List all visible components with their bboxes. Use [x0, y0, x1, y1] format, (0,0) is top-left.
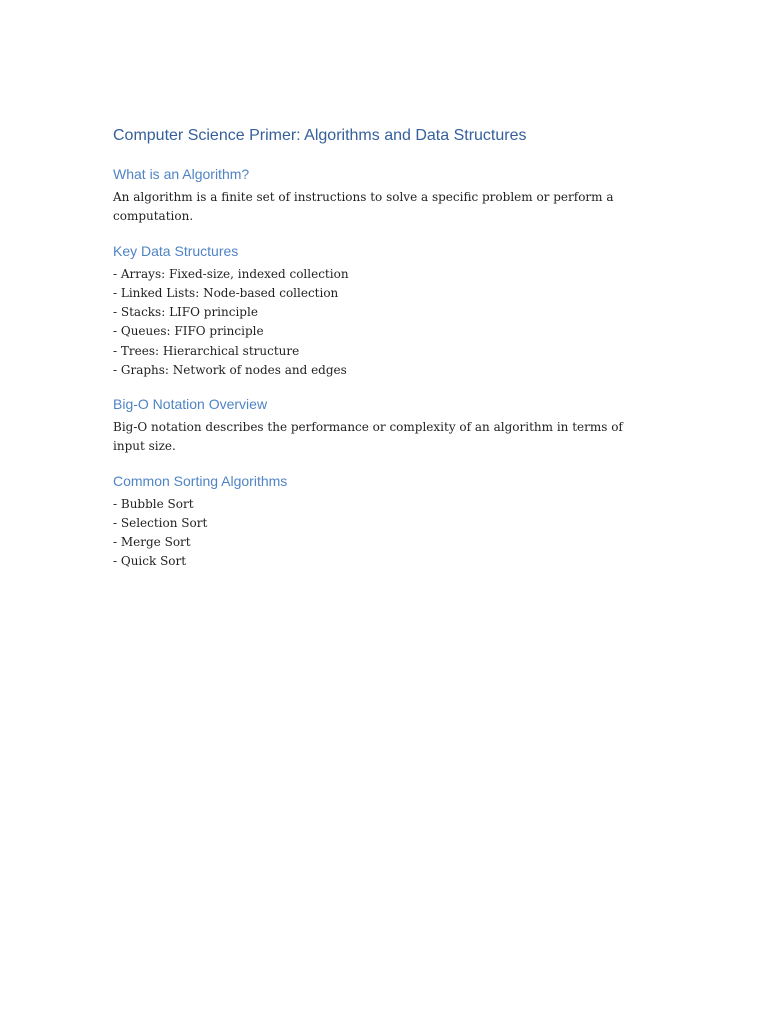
section-sorting — [113, 471, 653, 572]
document-title: Computer Science Primer: Algorithms and Data Structures — [113, 127, 527, 144]
section-algorithm — [113, 164, 653, 227]
list-item: - Stacks: LIFO principle — [113, 305, 258, 320]
section-heading: Common Sorting Algorithms — [113, 472, 288, 489]
list-item: - Selection Sort — [113, 516, 208, 531]
list-item: - Arrays: Fixed-size, indexed collection — [113, 266, 349, 281]
section-heading: What is an Algorithm? — [113, 166, 250, 182]
section-heading: Big-O Notation Overview — [113, 396, 268, 413]
list-item: - Quick Sort — [113, 554, 187, 569]
list-item: - Merge Sort — [113, 535, 191, 550]
list-item: - Linked Lists: Node-based collection — [113, 286, 339, 301]
list-item: - Graphs: Network of nodes and edges — [113, 362, 347, 377]
section-paragraph: An algorithm is a finite set of instructions to solve a specific problem or perform a computation. — [113, 190, 614, 224]
section-paragraph: Big-O notation describes the performance or complexity of an algorithm in terms of input size. — [113, 420, 623, 454]
section-heading: Key Data Structures — [113, 242, 239, 259]
list-item: - Queues: FIFO principle — [113, 324, 264, 339]
section-big-o — [113, 394, 653, 457]
list-item: - Trees: Hierarchical structure — [113, 343, 300, 358]
list-item: - Bubble Sort — [113, 496, 194, 511]
sorting-algorithms-list — [113, 495, 653, 572]
section-data-structures — [113, 241, 653, 380]
document-page — [113, 124, 653, 586]
data-structures-list — [113, 265, 653, 380]
